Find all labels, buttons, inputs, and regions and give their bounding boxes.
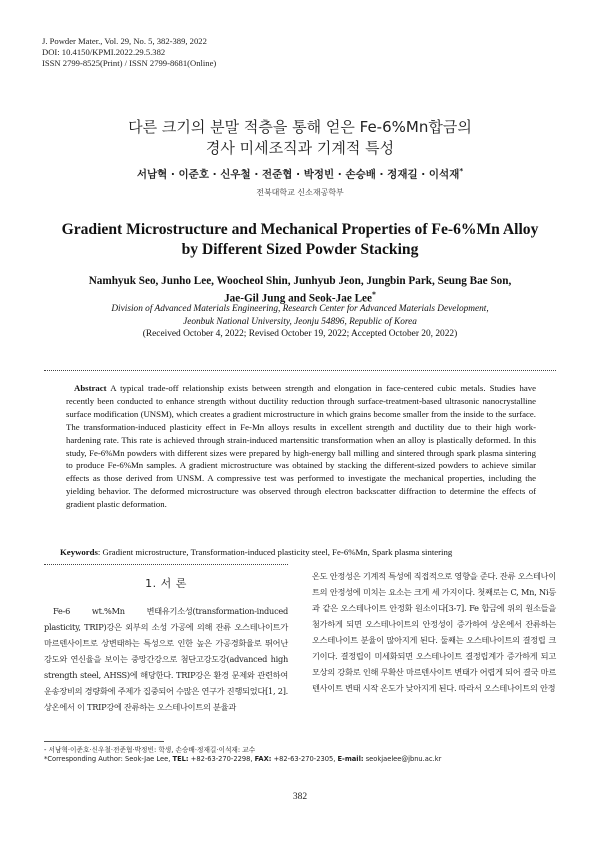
- fax-label: FAX:: [254, 755, 272, 763]
- english-affiliation-line1: Division of Advanced Materials Engineering, Research Center for Advanced Materials Development,: [111, 304, 489, 314]
- tel-value: +82-63-270-2298,: [188, 755, 255, 763]
- keywords-label: Keywords: [60, 547, 98, 557]
- keywords-bottom-divider: [44, 564, 288, 565]
- body-column-right: 온도 안정성은 기계적 특성에 직접적으로 영향을 준다. 잔류 오스테나이트의 안정성에 미치는 요소는 크게 세 가지이다. 첫째로는 C, Mn, Ni등과 같은 오스테나이트 안정화 원소이다[3-7]. Fe 합금에 위의 원소들을 첨가하게 되면 오스테나이트의 안정성이 증가하여 상온에서 잔류하는 오스테나이트 분율이 많아지게 된다. 둘째는 오스테나이트의 결정립 크기이다. 결정립이 미세화되면 오스테나이트 결정립계가 증가하게 되고 모상의 강화로 인해 무확산 마르텐사이트 변태가 어렵게 되어 결국 마르텐사이트 변태 시작 온도가 낮아지게 된다. 따라서 오스테나이트의 안정: [312, 571, 556, 693]
- english-title: [0, 220, 600, 260]
- journal-meta: [42, 36, 216, 69]
- corresponding-author: *Corresponding Author: Seok-Jae Lee,: [44, 755, 173, 763]
- abstract: [66, 382, 536, 511]
- journal-doi: DOI: 10.4150/KPMI.2022.29.5.382: [42, 47, 166, 57]
- tel-label: TEL:: [172, 755, 189, 763]
- footnote-author-roles: - 서남혁·이준호·신우철·전준협·박정빈: 학생, 손승배·정재길·이석재: 교수: [44, 746, 256, 754]
- footnote-corresponding: [44, 755, 564, 763]
- footnote-divider: [44, 741, 164, 742]
- body-column-left: Fe-6 wt.%Mn 변태유기소성(transformation-induced plasticity, TRIP)강은 외부의 소성 가공에 의해 잔류 오스테나이트가 마르텐사이트로 상변태하는 특성으로 인한 높은 가공경화율로 뛰어난 강도와 연신율을 보이는 중망간강으로 첨단고강도강(advanced high strength steel, AHSS)에 해당한다. TRIP강은 환경 문제와 관련하여 운송장비의 경량화에 주제가 집중되어 수많은 연구가 진행되었다[1, 2]. 상온에서 이 TRIP강에 잔류하는 오스테나이트의 분율과: [44, 606, 288, 712]
- english-affiliation-line2: Jeonbuk National University, Jeonju 54896, Republic of Korea: [183, 316, 417, 327]
- email-value: seokjaelee@jbnu.ac.kr: [363, 755, 442, 763]
- english-authors-line2: Jae-Gil Jung and Seok-Jae Lee: [224, 292, 372, 305]
- english-title-line2: by Different Sized Powder Stacking: [181, 241, 419, 258]
- english-title-line1: Gradient Microstructure and Mechanical Properties of Fe-6%Mn Alloy: [61, 221, 539, 238]
- corresponding-mark: *: [459, 166, 464, 175]
- korean-title-line1: 다른 크기의 분말 적층을 통해 얻은 Fe-6%Mn합금의: [128, 118, 472, 136]
- abstract-text: A typical trade-off relationship exists between strength and elongation in face-centered cubic metals. Studies have recently been conducted to enhance strength without ductility reduction through surface-treatment-based ultrasonic nanocrystalline surface modification (UNSM), which creates a gradient microstructure in which grains become smaller from the inside to the surface. The transformation-induced plasticity effect in Fe-Mn alloys results in excellent strength and ductility due to their high work-hardening rate. This rate is achieved through strain-induced martensitic transformation when an alloy is plastically deformed. In this study, Fe-6%Mn powders with different sizes were prepared by high-energy ball milling and sintered through spark plasma sintering to produce Fe-6%Mn samples. A gradient microstructure was obtained by stacking the different-sized powders to achieve similar effects as those derived from UNSM. A compressive test was performed to investigate the mechanical properties, including the yielding behavior. The deformed microstructure was observed through electron backscatter diffraction to determine the effects of gradient plastic deformation.: [66, 383, 536, 510]
- korean-title-line2: 경사 미세조직과 기계적 특성: [205, 139, 395, 157]
- keywords: [60, 547, 540, 557]
- journal-issn: ISSN 2799-8525(Print) / ISSN 2799-8681(Online): [42, 58, 217, 68]
- journal-citation: J. Powder Mater., Vol. 29, No. 5, 382-389, 2022: [42, 36, 207, 46]
- keywords-text: : Gradient microstructure, Transformation-induced plasticity steel, Fe-6%Mn, Spark plasma sintering: [97, 547, 453, 557]
- korean-author-list: 서남혁 · 이준호 · 신우철 · 전준협 · 박정빈 · 손승배 · 정재길 · 이석재: [136, 168, 460, 181]
- english-corresponding-mark: *: [372, 290, 376, 299]
- korean-authors: [0, 166, 600, 182]
- english-authors-line1: Namhyuk Seo, Junho Lee, Woocheol Shin, Junhyub Jeon, Jungbin Park, Seung Bae Son,: [88, 275, 512, 287]
- fax-value: +82-63-270-2305,: [271, 755, 338, 763]
- email-label: E-mail:: [337, 755, 364, 763]
- english-affiliation: [0, 303, 600, 328]
- section-heading: 1. 서 론: [145, 577, 187, 590]
- abstract-label: Abstract: [74, 383, 107, 393]
- page-number: 382: [292, 792, 308, 802]
- received-dates: (Received October 4, 2022; Revised October 19, 2022; Accepted October 20, 2022): [142, 329, 458, 339]
- abstract-top-divider: [44, 370, 556, 371]
- korean-affiliation: 전북대학교 신소재공학부: [256, 188, 344, 197]
- korean-title: [0, 117, 600, 159]
- english-authors: [0, 274, 600, 306]
